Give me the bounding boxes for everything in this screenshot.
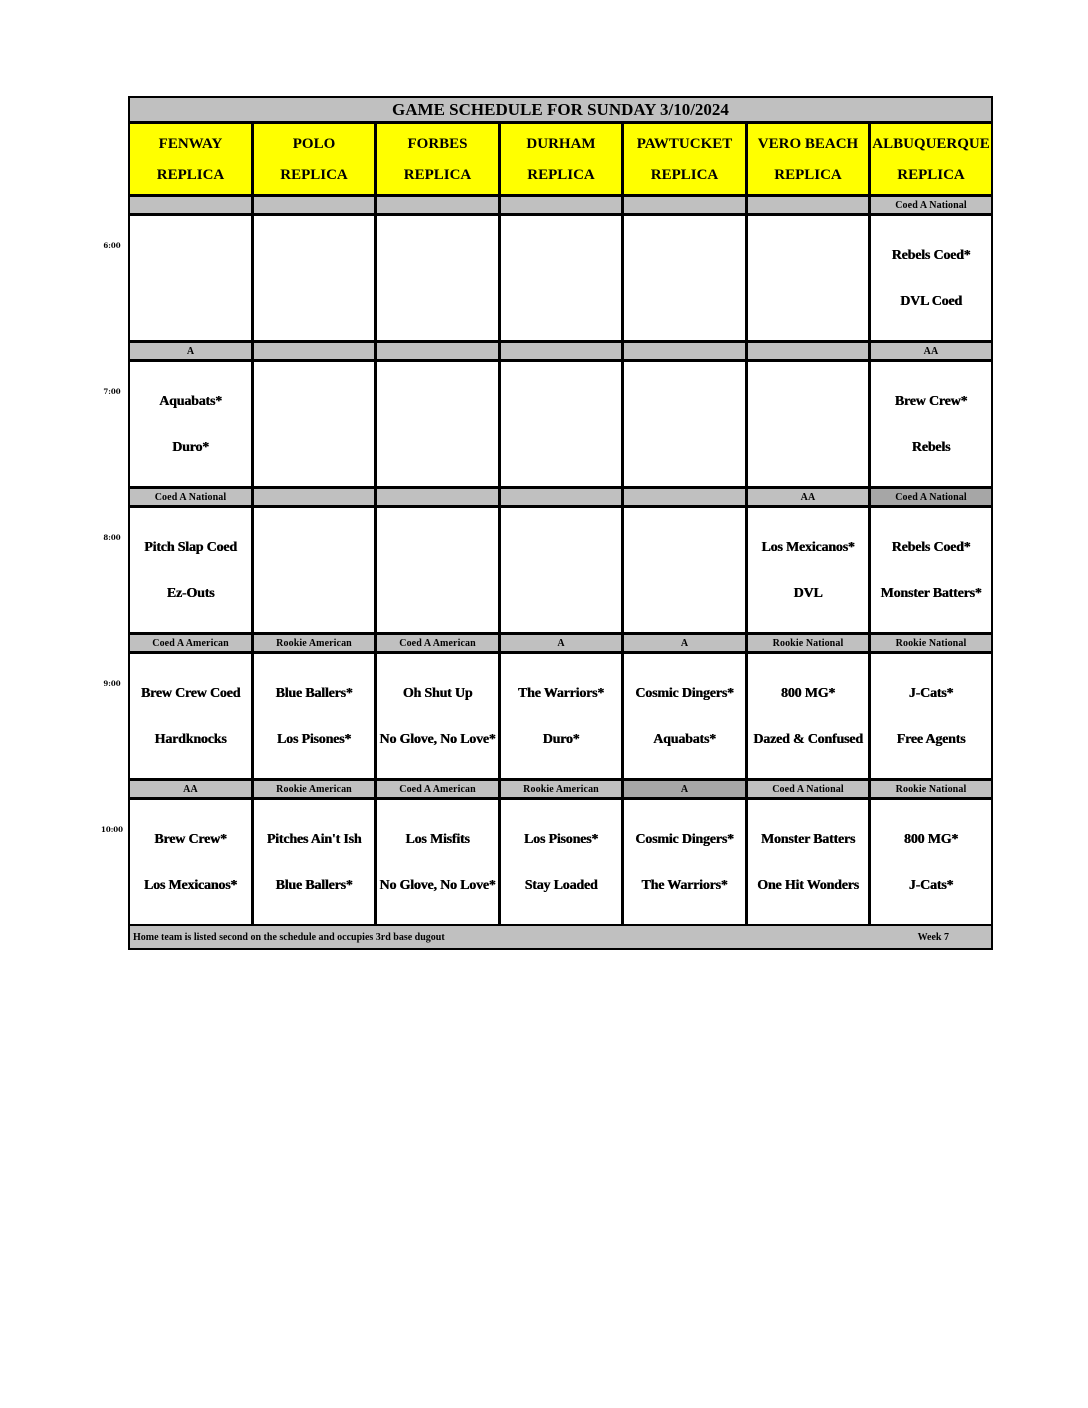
venue-subtitle: REPLICA [650, 166, 719, 183]
division-label: A [501, 635, 624, 654]
home-team: Rebels [911, 440, 951, 455]
footer-bar [130, 926, 991, 948]
title-row [130, 98, 991, 124]
home-team: No Glove, No Love* [379, 878, 496, 893]
division-label [377, 489, 501, 508]
away-team: Pitches Ain't Ish [266, 832, 362, 847]
game-cell [501, 508, 624, 635]
venue-name: ALBUQUERQUE [872, 135, 990, 152]
away-team: Los Pisones* [523, 832, 599, 847]
division-label: Rookie American [254, 781, 377, 800]
venue-name: FORBES [407, 135, 468, 152]
game-cell [254, 216, 377, 343]
venue-header [501, 124, 624, 197]
division-label: A [624, 635, 748, 654]
game-cell [377, 800, 501, 927]
division-label: Coed A National [130, 489, 254, 508]
footer-note: Home team is listed second on the schedule and occupies 3rd base dugout [133, 931, 445, 943]
game-cell [624, 216, 748, 343]
game-cell [501, 654, 624, 781]
venue-name: FENWAY [158, 135, 223, 152]
away-team: Aquabats* [159, 394, 222, 409]
home-team: No Glove, No Love* [379, 732, 496, 747]
division-label [254, 197, 377, 216]
time-slot-label: 6:00 [103, 241, 121, 250]
division-label: Coed A American [377, 635, 501, 654]
division-label: AA [748, 489, 871, 508]
game-cell [748, 508, 871, 635]
away-team: J-Cats* [908, 686, 954, 701]
division-row [130, 489, 991, 508]
game-row [130, 508, 991, 635]
away-team: 800 MG* [780, 686, 836, 701]
division-label: Rookie National [748, 635, 871, 654]
game-cell [254, 800, 377, 927]
game-row [130, 216, 991, 343]
game-cell [624, 362, 748, 489]
home-team: Hardknocks [154, 732, 227, 747]
game-cell [871, 800, 991, 927]
home-team: Ez-Outs [166, 586, 215, 601]
venue-name: DURHAM [526, 135, 596, 152]
game-cell [748, 362, 871, 489]
game-cell [130, 362, 254, 489]
venue-subtitle: REPLICA [897, 166, 965, 183]
venue-header [254, 124, 377, 197]
away-team: Brew Crew Coed [140, 686, 241, 701]
home-team: Monster Batters* [880, 586, 982, 601]
away-team: Oh Shut Up [402, 686, 473, 701]
division-label: Rookie National [871, 781, 991, 800]
home-team: DVL Coed [900, 294, 962, 309]
home-team: Dazed & Confused [753, 732, 863, 747]
game-cell [377, 216, 501, 343]
home-team: Duro* [172, 440, 209, 455]
home-team: Duro* [542, 732, 580, 747]
home-team: DVL [793, 586, 823, 601]
venue-header [748, 124, 871, 197]
home-team: Free Agents [896, 732, 966, 747]
division-label [748, 197, 871, 216]
venue-header [377, 124, 501, 197]
home-team: One Hit Wonders [757, 878, 859, 893]
home-team: Blue Ballers* [275, 878, 353, 893]
game-row [130, 362, 991, 489]
division-label: AA [871, 343, 991, 362]
venue-subtitle: REPLICA [280, 166, 348, 183]
away-team: The Warriors* [517, 686, 605, 701]
home-team: Los Pisones* [276, 732, 352, 747]
division-label [501, 197, 624, 216]
division-label: Rookie National [871, 635, 991, 654]
venue-name: PAWTUCKET [636, 135, 733, 152]
away-team: Rebels Coed* [891, 248, 971, 263]
division-row [130, 781, 991, 800]
division-label: Coed A American [377, 781, 501, 800]
away-team: Rebels Coed* [891, 540, 971, 555]
away-team: 800 MG* [903, 832, 959, 847]
game-cell [624, 800, 748, 927]
game-cell [748, 216, 871, 343]
venue-name: POLO [292, 135, 336, 152]
venue-header [130, 124, 254, 197]
division-label: Rookie American [254, 635, 377, 654]
schedule-table [128, 96, 993, 950]
venue-subtitle: REPLICA [527, 166, 595, 183]
game-cell [377, 508, 501, 635]
game-cell [254, 362, 377, 489]
division-label: A [130, 343, 254, 362]
division-label: Coed A National [748, 781, 871, 800]
game-cell [130, 216, 254, 343]
venue-header [624, 124, 748, 197]
game-cell [624, 654, 748, 781]
time-slot-label: 7:00 [103, 387, 121, 396]
footer-row [130, 926, 991, 948]
venue-subtitle: REPLICA [774, 166, 842, 183]
division-label [377, 343, 501, 362]
venue-name: VERO BEACH [757, 135, 859, 152]
division-label [254, 489, 377, 508]
game-cell [254, 654, 377, 781]
division-label: Coed A American [130, 635, 254, 654]
away-team: Los Mexicanos* [761, 540, 855, 555]
division-label [130, 197, 254, 216]
home-team: Stay Loaded [524, 878, 598, 893]
game-cell [130, 800, 254, 927]
venue-header-row [130, 124, 991, 197]
game-cell [624, 508, 748, 635]
game-cell [130, 654, 254, 781]
home-team: The Warriors* [641, 878, 728, 893]
venue-subtitle: REPLICA [156, 166, 225, 183]
home-team: Los Mexicanos* [143, 878, 238, 893]
game-cell [254, 508, 377, 635]
game-cell [871, 654, 991, 781]
division-label: Coed A National [871, 197, 991, 216]
game-cell [748, 800, 871, 927]
division-label: Rookie American [501, 781, 624, 800]
game-row [130, 800, 991, 927]
division-label [624, 197, 748, 216]
away-team: Cosmic Dingers* [635, 686, 734, 701]
division-row [130, 635, 991, 654]
division-label: Coed A National [871, 489, 991, 508]
game-cell [501, 362, 624, 489]
schedule-title: GAME SCHEDULE FOR SUNDAY 3/10/2024 [130, 98, 991, 124]
game-row [130, 654, 991, 781]
home-team: Aquabats* [653, 732, 716, 747]
division-label: A [624, 781, 748, 800]
division-label [624, 489, 748, 508]
home-team: J-Cats* [908, 878, 954, 893]
division-label [254, 343, 377, 362]
venue-header [871, 124, 991, 197]
game-cell [377, 362, 501, 489]
away-team: Brew Crew* [894, 394, 968, 409]
game-cell [871, 362, 991, 489]
away-team: Brew Crew* [154, 832, 227, 847]
game-cell [501, 800, 624, 927]
week-label: Week 7 [917, 931, 949, 943]
division-label: AA [130, 781, 254, 800]
time-slot-label: 10:00 [100, 825, 124, 834]
away-team: Los Misfits [405, 832, 470, 847]
away-team: Blue Ballers* [275, 686, 353, 701]
time-slot-label: 9:00 [103, 679, 121, 688]
game-cell [871, 508, 991, 635]
away-team: Cosmic Dingers* [635, 832, 734, 847]
game-cell [377, 654, 501, 781]
away-team: Monster Batters [760, 832, 856, 847]
division-row [130, 343, 991, 362]
division-label [377, 197, 501, 216]
division-row [130, 197, 991, 216]
game-cell [748, 654, 871, 781]
division-label [748, 343, 871, 362]
game-cell [501, 216, 624, 343]
venue-subtitle: REPLICA [403, 166, 472, 183]
time-slot-label: 8:00 [103, 533, 121, 542]
division-label [501, 343, 624, 362]
game-cell [871, 216, 991, 343]
division-label [501, 489, 624, 508]
game-cell [130, 508, 254, 635]
away-team: Pitch Slap Coed [144, 540, 237, 555]
division-label [624, 343, 748, 362]
